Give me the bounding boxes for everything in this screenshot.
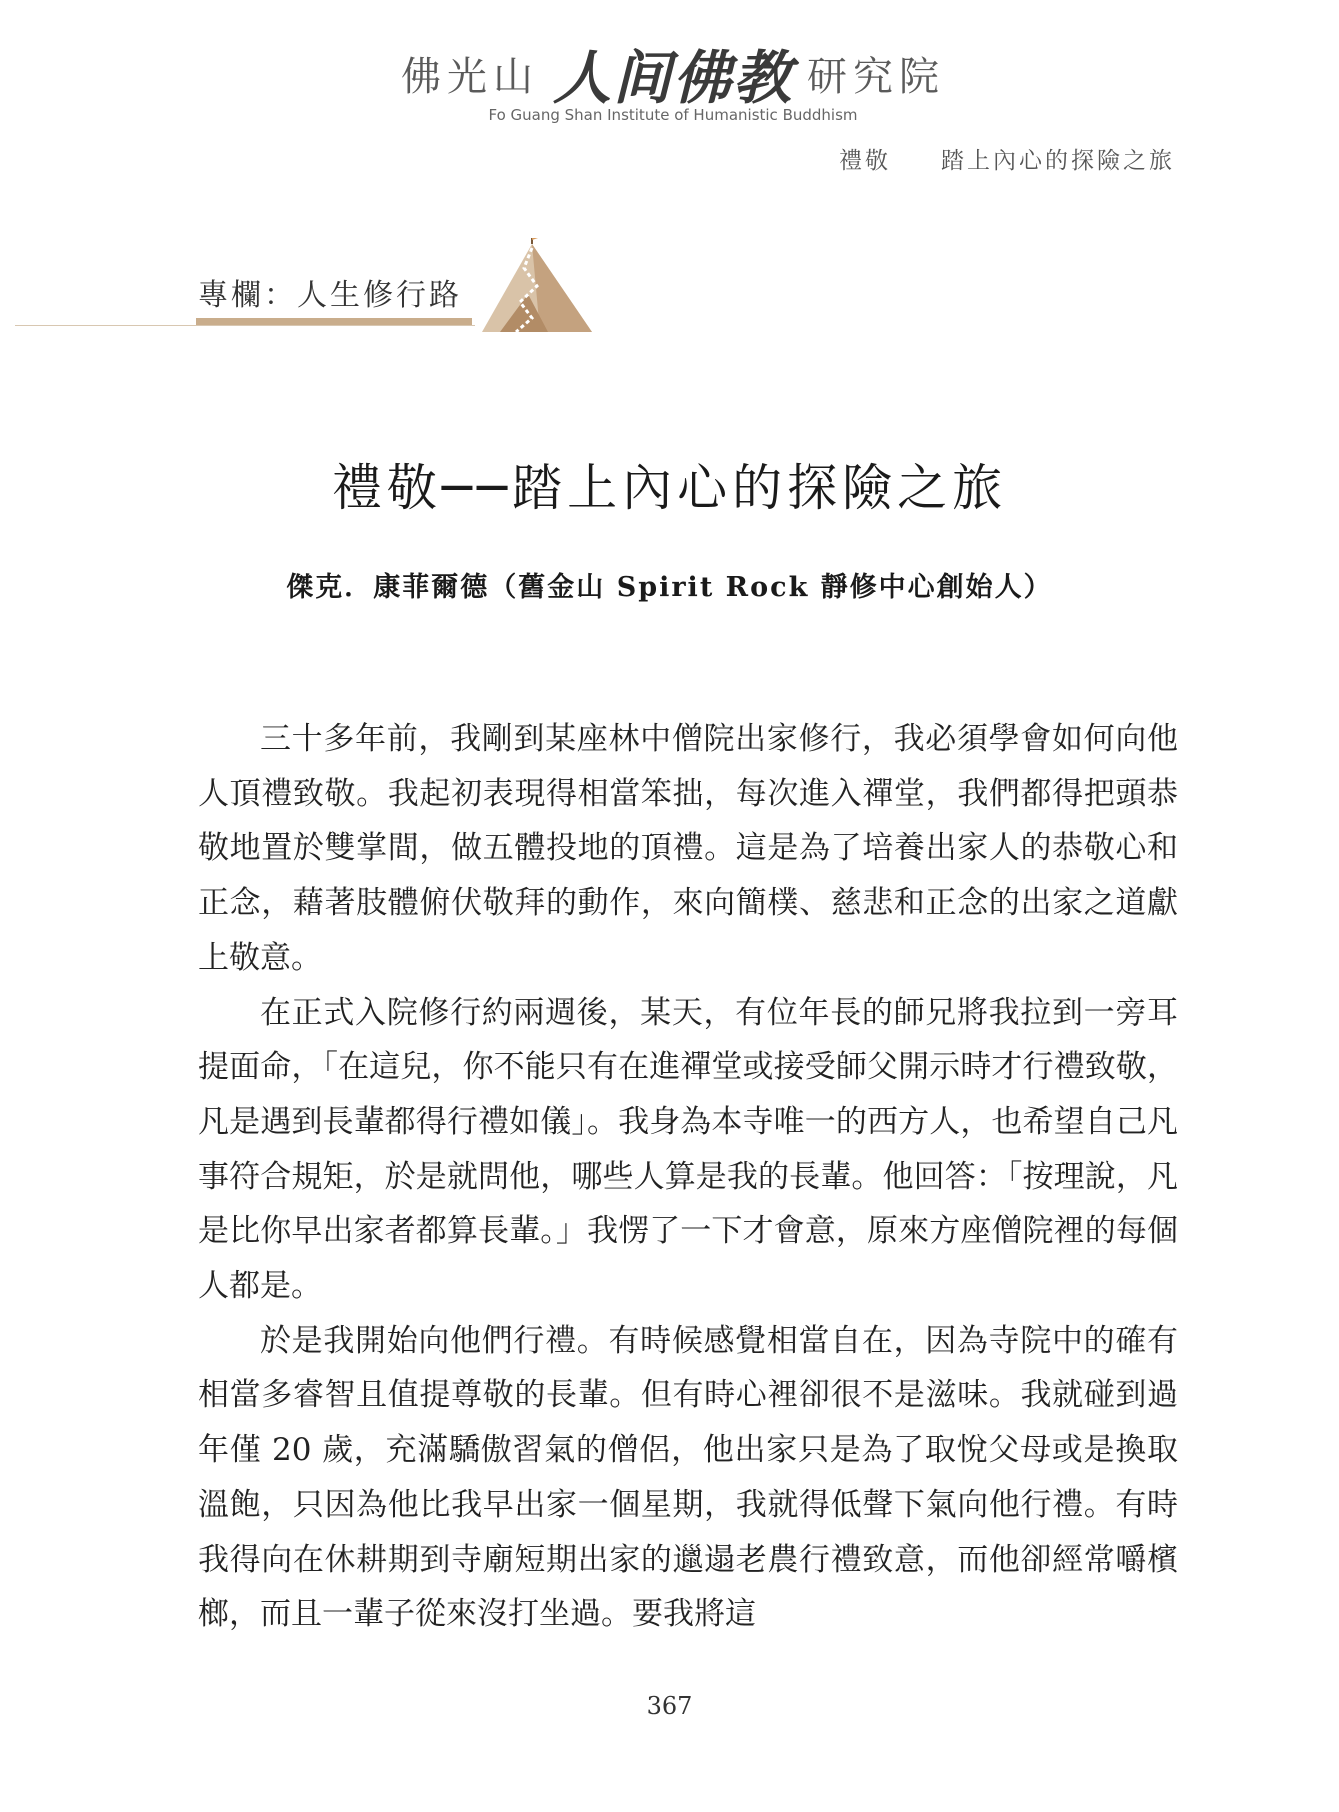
page-number: 367 <box>646 1692 693 1720</box>
mountain-flag-icon <box>482 238 592 332</box>
article-author: 傑克．康菲爾德（舊金山 Spirit Rock 靜修中心創始人） <box>286 572 1053 603</box>
logo-english: Fo Guang Shan Institute of Humanistic Buddhism <box>488 106 858 124</box>
running-head <box>839 142 1175 175</box>
institute-logo <box>368 38 978 128</box>
column-label: 專欄：人生修行路 <box>198 278 462 313</box>
running-head-left: 禮敬 <box>839 148 891 174</box>
logo-text-left: 佛光山 <box>400 53 539 100</box>
paragraph: 在正式入院修行約兩週後，某天，有位年長的師兄將我拉到一旁耳提面命，「在這兒，你不能只有在進禪堂或接受師父開示時才行禮致敬，凡是遇到長輩都得行禮如儀」。我身為本寺唯一的西方人，也希望自己凡事符合規矩，於是就問他，哪些人算是我的長輩。他回答：「按理說，凡是比你早出家者都算長輩。」我愣了一下才會意，原來方座僧院裡的每個人都是。 <box>198 994 1178 1305</box>
logo-text-right: 研究院 <box>807 53 945 100</box>
logo-calligraphy: 人间佛教 <box>552 44 793 112</box>
article-body <box>198 712 1178 1642</box>
paragraph: 三十多年前，我剛到某座林中僧院出家修行，我必須學會如何向他人頂禮致敬。我起初表現得相當笨拙，每次進入禪堂，我們都得把頭恭敬地置於雙掌間，做五體投地的頂禮。這是為了培養出家人的恭敬心和正念，藉著肢體俯伏敬拜的動作，來向簡樸、慈悲和正念的出家之道獻上敬意。 <box>198 721 1178 976</box>
article-title: 禮敬──踏上內心的探險之旅 <box>331 459 1008 517</box>
column-underline <box>196 318 472 325</box>
paragraph: 於是我開始向他們行禮。有時候感覺相當自在，因為寺院中的確有相當多睿智且值提尊敬的長輩。但有時心裡卻很不是滋味。我就碰到過年僅 20 歲，充滿驕傲習氣的僧侶，他出家只是為了取悅父母或是換取溫飽，只因為他比我早出家一個星期，我就得低聲下氣向他行禮。有時我得向在休耕期到寺廟短期出家的邋遢老農行禮致意，而他卻經常嚼檳榔，而且一輩子從來沒打坐過。要我將這 <box>198 1322 1178 1633</box>
column-divider <box>15 325 475 326</box>
running-head-right: 踏上內心的探險之旅 <box>941 148 1175 174</box>
